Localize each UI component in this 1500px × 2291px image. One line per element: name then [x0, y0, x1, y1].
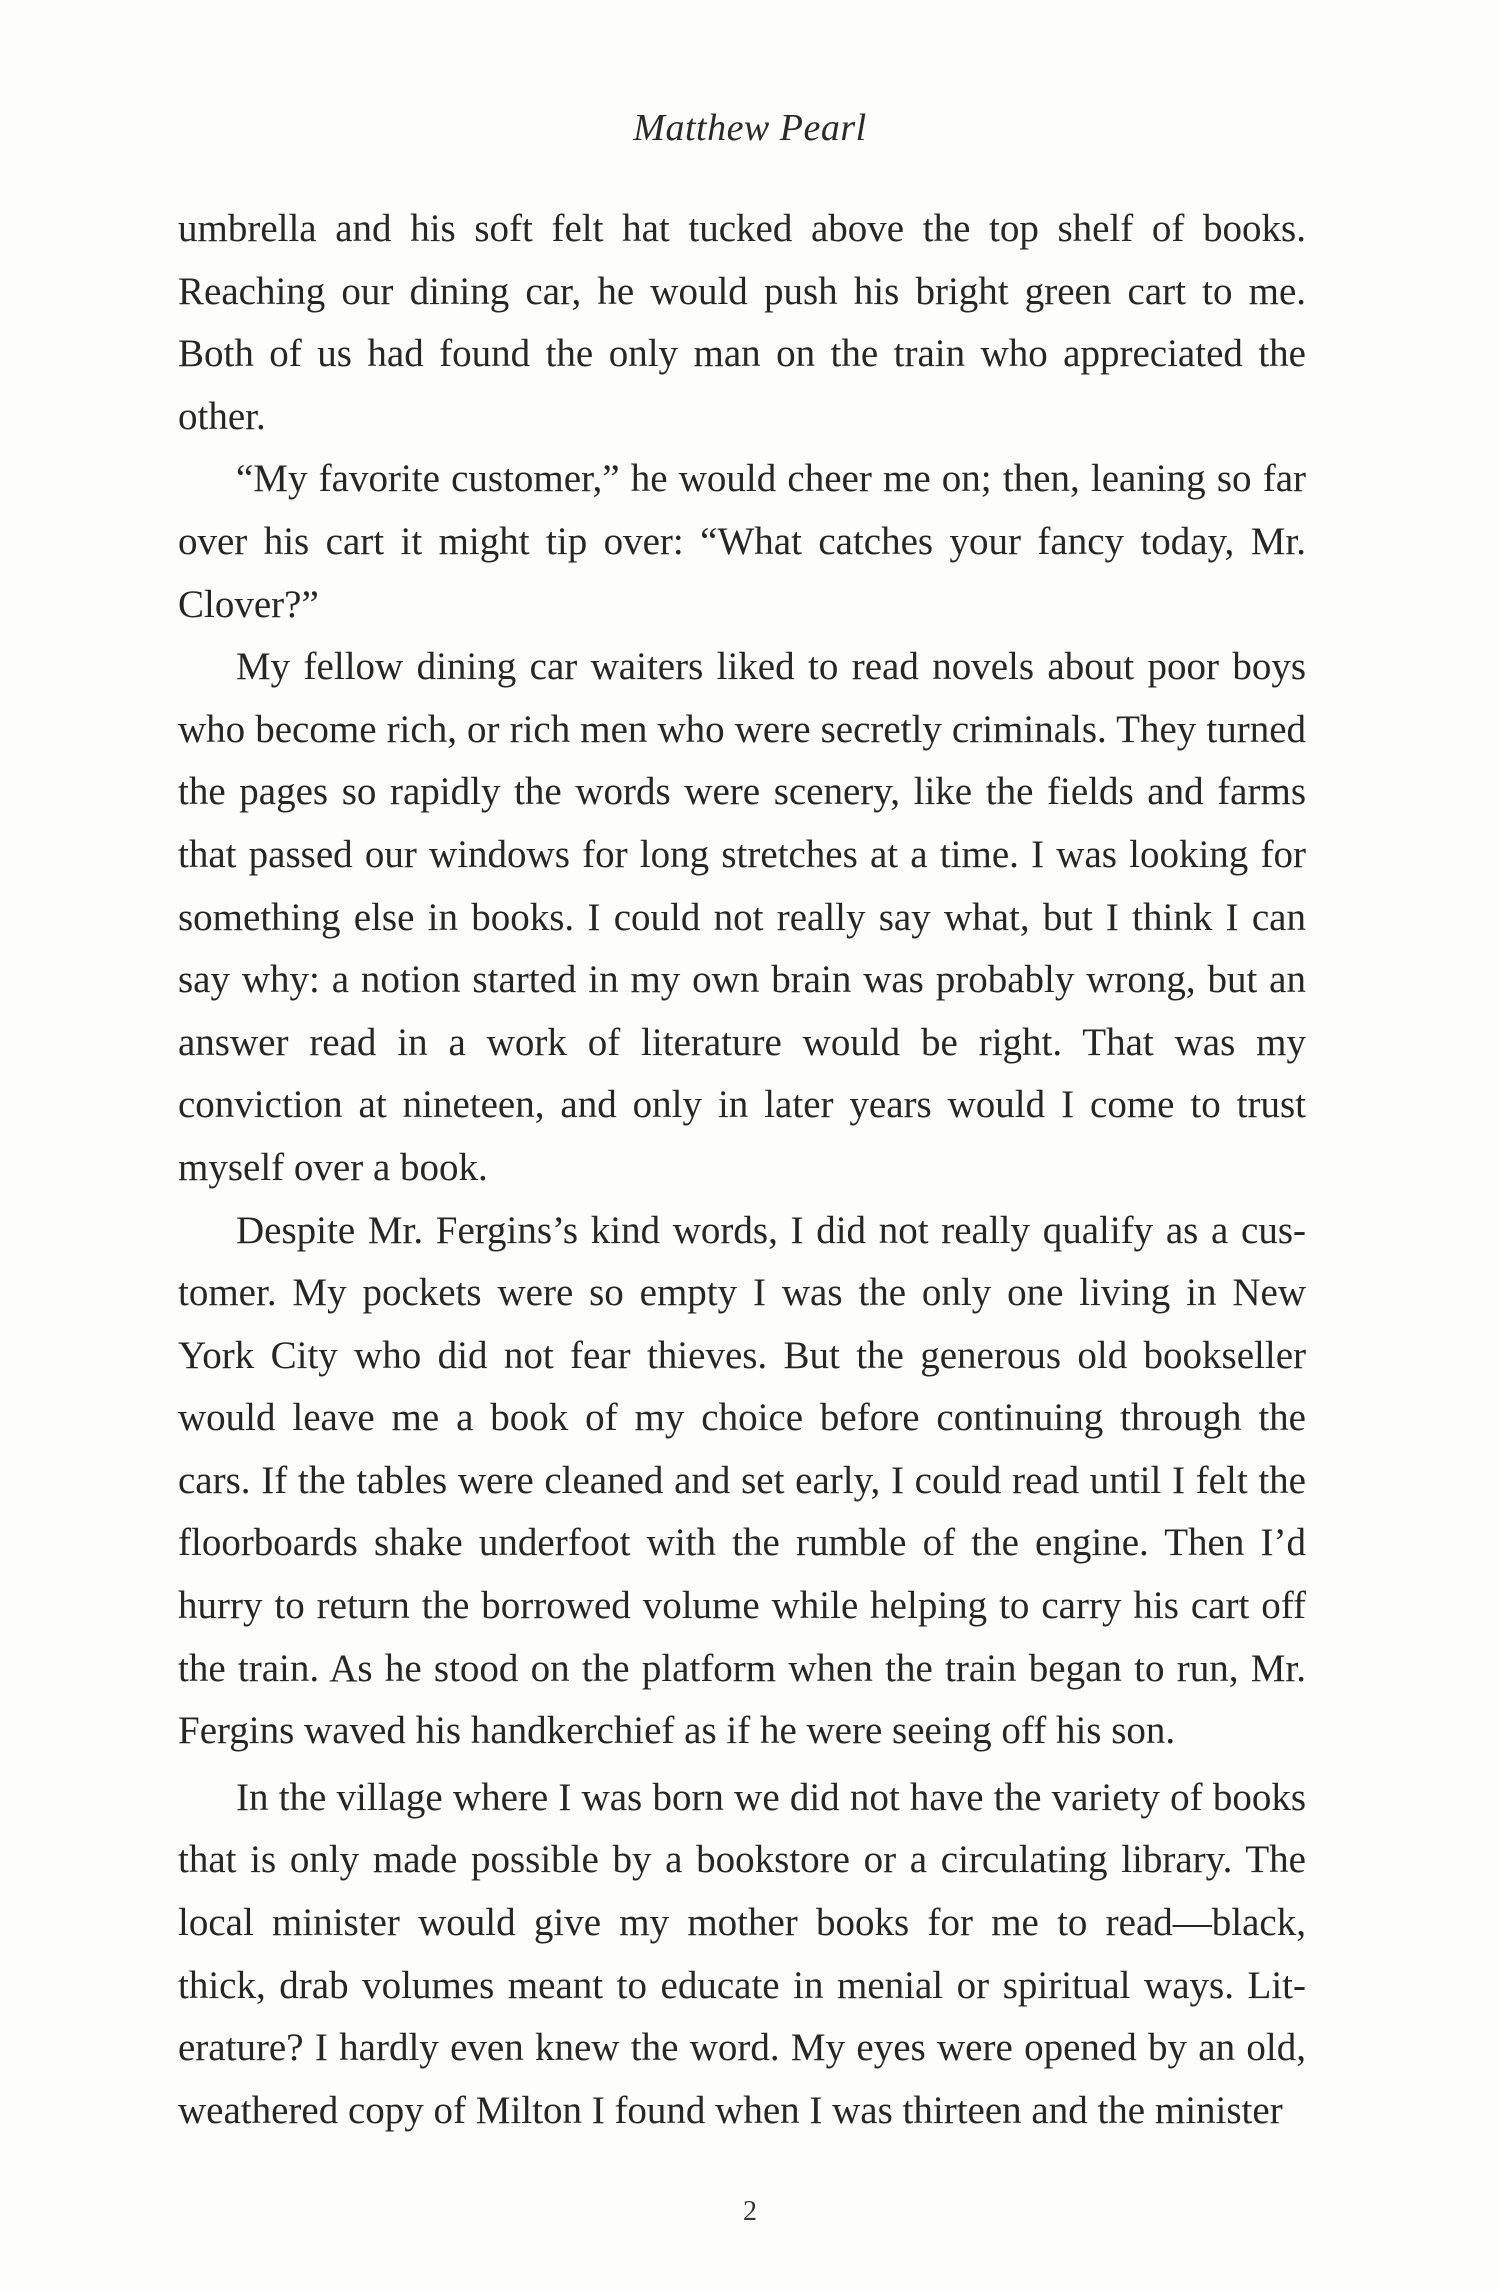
paragraph: In the village where I was born we did not have the variety of books that is only made possible by a bookstore or a circulating library. The local minister would give my mother books for me to read—black, thick, drab volumes meant to educate in menial or spiritual ways. Literature? I hardly even knew the word. My eyes were opened by an old, weathered copy of Milton I found when I was thirteen and the minister — [178, 1775, 1306, 2132]
paragraph: “My favorite customer,” he would cheer me on; then, leaning so far over his cart it might tip over: “What catches your fancy today, Mr. Clover?” — [178, 457, 1306, 626]
paragraph-continued: umbrella and his soft felt hat tucked above the top shelf of books. Reaching our dining car, he would push his bright green cart to me. Both of us had found the only man on the train who appreciated the other. — [178, 207, 1306, 438]
body-text — [178, 198, 1306, 2142]
paragraph: Despite Mr. Fergins’s kind words, I did not really qualify as a customer. My pockets were so empty I was the only one living in New York City who did not fear thieves. But the generous old bookseller would leave me a book of my choice before continuing through the cars. If the tables were cleaned and set early, I could read until I felt the floorboards shake underfoot with the rumble of the engine. Then I’d hurry to return the borrowed volume while helping to carry his cart off the train. As he stood on the platform when the train began to run, Mr. Fergins waved his handkerchief as if he were seeing off his son. — [178, 1208, 1306, 1753]
page-number: 2 — [743, 2196, 757, 2227]
running-head-author: Matthew Pearl — [633, 107, 867, 149]
paragraph: My fellow dining car waiters liked to read novels about poor boys who become rich, or rich men who were secretly criminals. They turned the pages so rapidly the words were scenery, like the fields and farms that passed our windows for long stretches at a time. I was looking for something else in books. I could not really say what, but I think I can say why: a notion started in my own brain was probably wrong, but an answer read in a work of literature would be right. That was my conviction at nineteen, and only in later years would I come to trust myself over a book. — [178, 645, 1306, 1189]
